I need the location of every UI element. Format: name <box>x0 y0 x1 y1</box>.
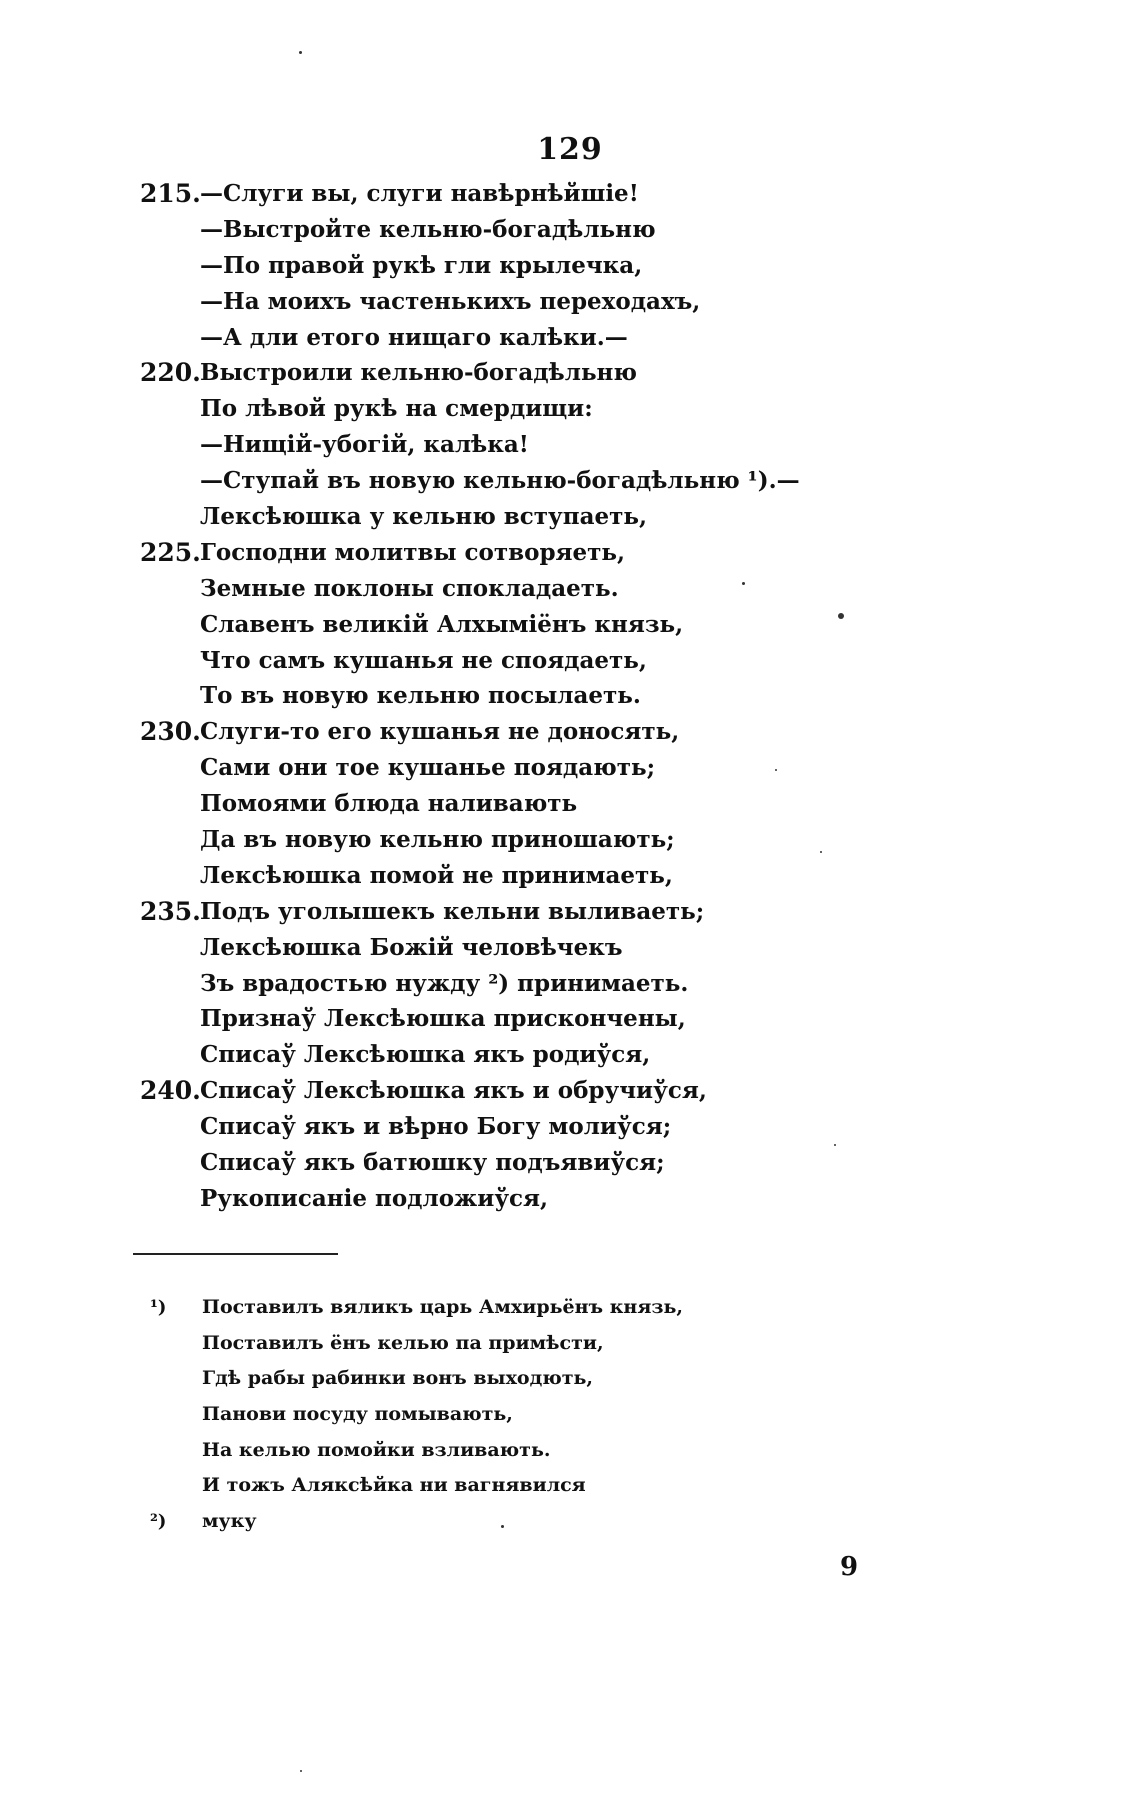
page-number: 129 <box>537 132 603 167</box>
line-number: 215. <box>140 179 201 208</box>
verse-line <box>140 678 1040 714</box>
footnote-1 <box>150 1290 950 1326</box>
verse-text: Славенъ великій Алхымiёнъ князь, <box>200 610 684 638</box>
verse-text: Списаў якъ батюшку подъявиўся; <box>200 1149 665 1177</box>
verse-text-with-note <box>200 966 688 1002</box>
footnote-text: Поставилъ ёнъ келью па примѣсти, <box>202 1331 604 1354</box>
verse-text: Подъ уголышекъ кельни выливаеть; <box>200 897 705 925</box>
verse-line-240 <box>140 1073 1040 1109</box>
verse-line-235 <box>140 894 1040 930</box>
verse-text: По лѣвой рукѣ на смердищи: <box>200 395 593 423</box>
verse-text: Да въ новую кельню приношають; <box>200 826 675 854</box>
verse-line <box>140 1145 1040 1181</box>
verse-text: Сами они тое кушанье поядають; <box>200 754 656 782</box>
verse-text: Списаў Лексѣюшка якъ и обручиўся, <box>200 1077 707 1105</box>
scan-speck <box>775 769 777 771</box>
verse-text: —Ступай въ новую кельню-богадѣльню <box>200 467 740 495</box>
verse-line <box>140 499 1040 535</box>
verse-text: Лексѣюшка у кельню вступаеть, <box>200 503 648 531</box>
verse-text: Выстроили кельню-богадѣльню <box>200 359 637 387</box>
verse-line <box>140 930 1040 966</box>
verse-text: —На моихъ частенькихъ переходахъ, <box>200 287 701 315</box>
footnote-divider <box>133 1253 338 1255</box>
verse-line <box>140 607 1040 643</box>
line-number: 220. <box>140 358 201 388</box>
verse-block <box>140 176 1040 1217</box>
verse-text: Списаў якъ и вѣрно Богу молиўся; <box>200 1113 672 1141</box>
footnote-text: На келью помойки взливають. <box>202 1438 551 1461</box>
scan-speck <box>299 51 302 54</box>
footnote-reference-2: ²) <box>488 969 510 997</box>
signature-mark: 9 <box>840 1552 859 1582</box>
verse-text: —Выстройте кельню-богадѣльню <box>200 215 656 243</box>
verse-text: Что самъ кушанья не споядаеть, <box>200 646 647 674</box>
scan-speck <box>501 1525 504 1528</box>
footnote-2 <box>150 1504 950 1540</box>
footnote-reference-1: ¹).— <box>747 467 800 495</box>
footnote-text: муку <box>202 1510 257 1533</box>
verse-line-225 <box>140 535 1040 571</box>
verse-line <box>140 1001 1040 1037</box>
footnote-text: Поставилъ вяликъ царь Амхирьёнъ князь, <box>202 1296 683 1318</box>
footnote-text: Гдѣ рабы рабинки вонъ выходють, <box>202 1367 594 1390</box>
verse-text: —А дли етого нищаго калѣки.— <box>200 323 628 351</box>
verse-line <box>140 391 1040 427</box>
verse-text: Слуги-то его кушанья не доносять, <box>200 718 680 746</box>
verse-text: Признаў Лексѣюшка прискончены, <box>200 1005 686 1033</box>
verse-text: Помоями блюда наливають <box>200 790 578 818</box>
footnote-text: И тожъ Аляксѣйка ни вагнявился <box>202 1474 586 1497</box>
footnote-line <box>150 1397 950 1433</box>
verse-line-230 <box>140 714 1040 750</box>
verse-text: Списаў Лексѣюшка якъ родиўся, <box>200 1041 651 1069</box>
verse-text: Земные поклоны спокладаеть. <box>200 574 619 602</box>
verse-line <box>140 966 1040 1002</box>
line-number: 235. <box>140 896 201 926</box>
verse-text: —По правой рукѣ гли крылечка, <box>200 251 643 279</box>
footnote-marker: ¹) <box>150 1297 167 1318</box>
verse-text: —Нищій-убогій, калѣка! <box>200 431 529 459</box>
verse-line <box>140 463 1040 499</box>
line-number: 240. <box>140 1076 201 1106</box>
verse-line <box>140 822 1040 858</box>
verse-line-215 <box>140 176 1040 212</box>
verse-text: То въ новую кельню посылаеть. <box>200 682 641 710</box>
verse-text-with-note <box>200 463 800 499</box>
footnote-line <box>150 1326 950 1362</box>
scan-speck <box>820 851 822 853</box>
verse-text: Лексѣюшка Божій человѣчекъ <box>200 933 623 961</box>
footnote-line <box>150 1433 950 1469</box>
verse-line <box>140 571 1040 607</box>
line-number: 225. <box>140 537 201 567</box>
verse-line <box>140 1037 1040 1073</box>
verse-line <box>140 427 1040 463</box>
verse-text: Господни молитвы сотворяеть, <box>200 538 626 566</box>
scan-speck <box>742 582 745 585</box>
verse-text: Рукописаніе подложиўся, <box>200 1184 549 1212</box>
scan-speck <box>834 1144 836 1146</box>
verse-text: Лексѣюшка помой не принимаеть, <box>200 861 673 889</box>
verse-line <box>140 786 1040 822</box>
scan-speck <box>838 613 844 619</box>
verse-text: Зъ врадостью нужду <box>200 969 481 997</box>
verse-line <box>140 858 1040 894</box>
scan-speck <box>300 1770 302 1772</box>
verse-line <box>140 284 1040 320</box>
verse-text: —Слуги вы, слуги навѣрнѣйшіе! <box>200 180 639 207</box>
verse-line <box>140 643 1040 679</box>
verse-line-220 <box>140 355 1040 391</box>
verse-line <box>140 1109 1040 1145</box>
line-number: 230. <box>140 717 201 747</box>
verse-text-continued: принимаеть. <box>517 969 689 997</box>
footnotes <box>150 1290 950 1540</box>
verse-line <box>140 212 1040 248</box>
footnote-line <box>150 1361 950 1397</box>
footnote-text: Панови посуду помывають, <box>202 1403 513 1426</box>
verse-line <box>140 248 1040 284</box>
footnote-line <box>150 1468 950 1504</box>
verse-line <box>140 320 1040 356</box>
verse-line <box>140 1181 1040 1217</box>
verse-line <box>140 750 1040 786</box>
footnote-marker: ²) <box>150 1511 167 1533</box>
